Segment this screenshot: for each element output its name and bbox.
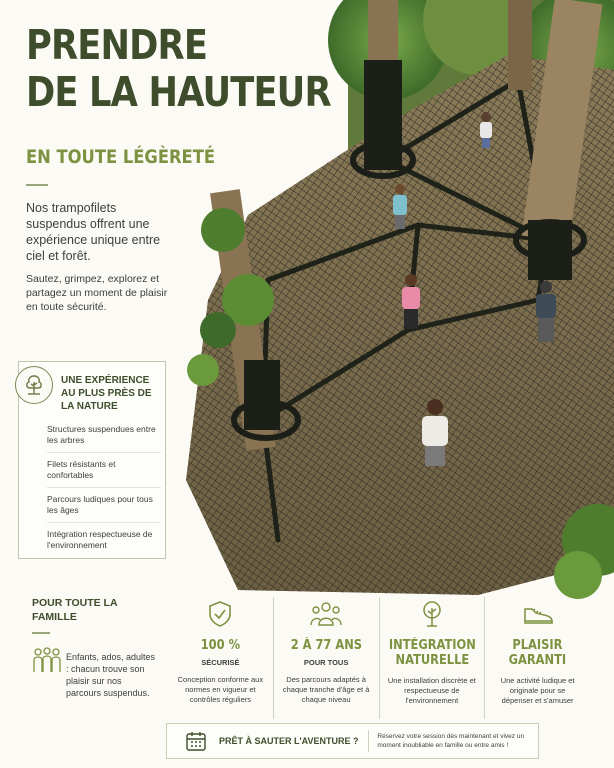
divider <box>32 632 50 634</box>
shield-check-icon <box>168 599 273 629</box>
page-subtitle: EN TOUTE LÉGÈRETÉ <box>26 146 216 168</box>
feature-fun <box>484 597 590 719</box>
intro-paragraph-2: Sautez, grimpez, explorez et partagez un moment de plaisir en toute sécurité. <box>26 273 168 313</box>
tree-icon <box>380 599 485 629</box>
divider <box>26 184 48 186</box>
cta-text: Réservez votre session dès maintenant et vivez un moment inoubliable en famille ou entre amis ! <box>377 733 525 749</box>
tree-icon <box>15 366 53 404</box>
features-row <box>168 597 590 719</box>
title-line-2: DE LA HAUTEUR <box>26 68 331 116</box>
family-text: Enfants, ados, adultes : chacun trouve son plaisir sur nos parcours suspendus. <box>66 652 156 698</box>
feature-title: 2 À 77 ANS <box>290 638 362 653</box>
cta-label: PRÊT À SAUTER L'AVENTURE ? <box>219 736 359 746</box>
feature-description: Des parcours adaptés à chaque tranche d'âge et à chaque niveau <box>282 675 370 704</box>
cta-banner[interactable] <box>166 723 539 759</box>
feature-title: PLAISIR GARANTI <box>508 638 567 668</box>
list-item: Structures suspendues entre les arbres <box>47 424 161 453</box>
experience-title: UNE EXPÉRIENCE AU PLUS PRÈS DE LA NATURE <box>61 375 152 412</box>
experience-list <box>47 424 161 563</box>
feature-title: 100 % <box>200 638 241 653</box>
feature-nature <box>379 597 485 719</box>
family-title: POUR TOUTE LA FAMILLE <box>32 597 118 623</box>
feature-description: Une activité ludique et originale pour se dépenser et s'amuser <box>500 676 575 705</box>
feature-secure <box>168 597 273 719</box>
forest-net-illustration <box>178 0 614 600</box>
group-icon <box>274 599 379 629</box>
title-line-1: PRENDRE <box>26 21 208 69</box>
feature-subtitle: POUR TOUS <box>303 658 349 667</box>
feature-description: Une installation discrète et respectueuse de l'environnement <box>387 676 476 705</box>
family-section <box>32 596 162 634</box>
calendar-icon <box>185 730 207 752</box>
feature-title: INTÉGRATION NATURELLE <box>388 638 476 668</box>
sneaker-icon <box>485 599 590 629</box>
family-icon <box>32 646 62 679</box>
list-item: Parcours ludiques pour tous les âges <box>47 494 161 523</box>
feature-description: Conception conforme aux normes en vigueur et contrôles réguliers <box>177 675 264 704</box>
feature-subtitle: SÉCURISÉ <box>201 658 240 667</box>
list-item: Filets résistants et confortables <box>47 459 161 488</box>
divider <box>368 730 369 752</box>
experience-card <box>18 361 166 559</box>
intro-paragraph-1: Nos trampofilets suspendus offrent une expérience unique entre ciel et forêt. <box>26 201 161 263</box>
list-item: Intégration respectueuse de l'environnement <box>47 529 153 550</box>
feature-ages <box>273 597 379 719</box>
